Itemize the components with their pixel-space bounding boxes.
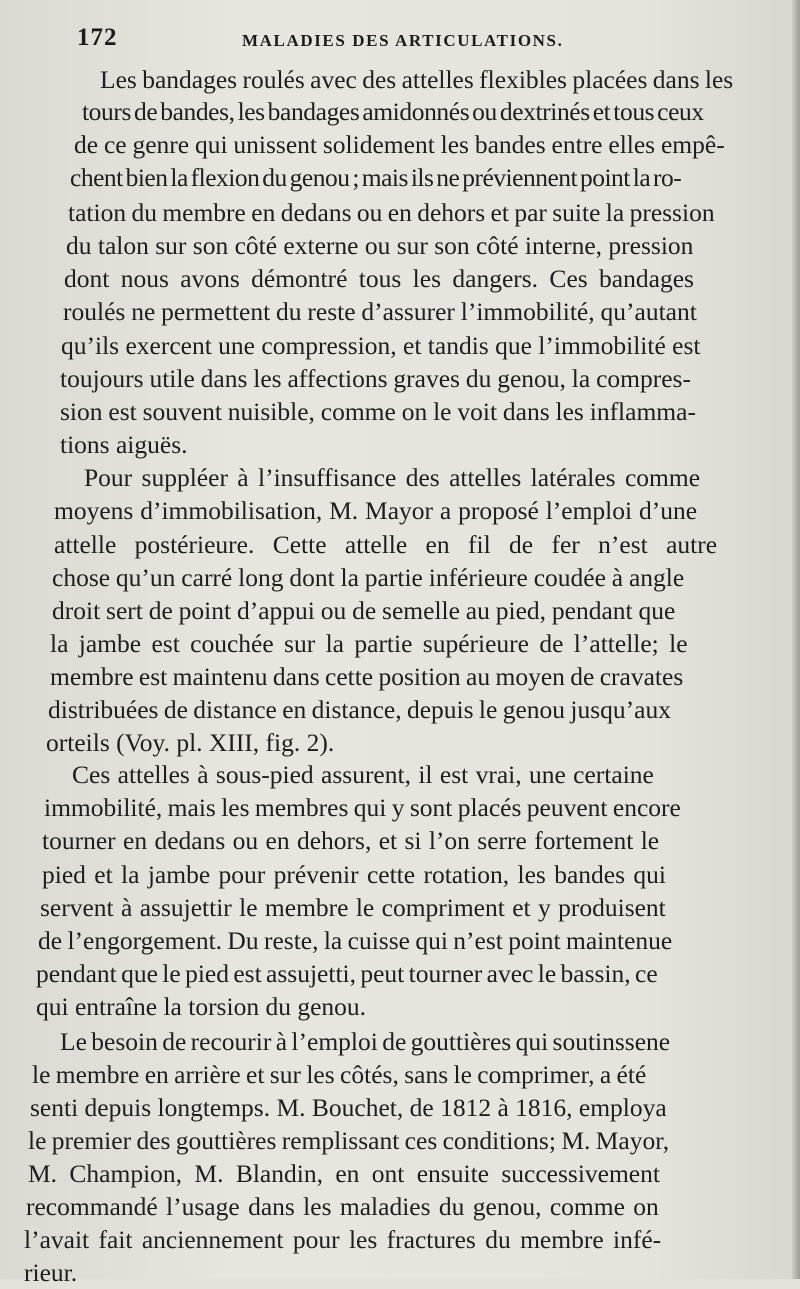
text-line: du talon sur son côté externe ou sur son côté interne, pression (66, 231, 694, 260)
text-line: de l’engorgement. Du reste, la cuisse qui n’est point maintenue (38, 926, 673, 955)
text-line: qu’ils exercent une compression, et tandis que l’immobilité est (61, 331, 701, 360)
text-line: M. Champion, M. Blandin, en ont ensuite successivement (28, 1159, 660, 1188)
text-line: sion est souvent nuisible, comme on le voit dans les inflamma- (60, 397, 696, 426)
text-line: chose qu’un carré long dont la partie inférieure coudée à angle (52, 563, 685, 592)
text-line: moyens d’immobilisation, M. Mayor a proposé l’emploi d’une (54, 496, 698, 525)
text-line: le premier des gouttières remplissant ces conditions; M. Mayor, (28, 1126, 670, 1155)
text-line: tourner en dedans ou en dehors, et si l’on serre fortement le (42, 826, 660, 855)
text-line: le membre en arrière et sur les côtés, sans le comprimer, a été (32, 1060, 647, 1089)
text-line: droit sert de point d’appui ou de semelle au pied, pendant que (52, 596, 676, 625)
text-line: tation du membre en dedans ou en dehors et par suite la pression (68, 198, 715, 227)
text-line: tions aiguës. (60, 430, 188, 459)
text-line: tours de bandes, les bandages amidonnés ou dextrinés et tous ceux (82, 97, 704, 126)
text-line: la jambe est couchée sur la partie supérieure de l’attelle; le (50, 629, 688, 658)
running-title: MALADIES DES ARTICULATIONS. (242, 31, 564, 50)
text-line: recommandé l’usage dans les maladies du genou, comme on (26, 1192, 659, 1221)
text-line: Le besoin de recourir à l’emploi de gouttières qui soutinssene (60, 1027, 671, 1056)
text-line: dont nous avons démontré tous les dangers. Ces bandages (64, 264, 694, 293)
text-line: attelle postérieure. Cette attelle en fil de fer n’est autre (54, 530, 718, 559)
text-line: pied et la jambe pour prévenir cette rotation, les bandes qui (42, 860, 666, 889)
text-line: membre est maintenu dans cette position au moyen de cravates (50, 662, 684, 691)
page-number: 172 (77, 24, 118, 51)
text-line: Les bandages roulés avec des attelles flexibles placées dans les (100, 65, 734, 94)
text-line: pendant que le pied est assujetti, peut tourner avec le bassin, ce (36, 959, 658, 988)
text-line: qui entraîne la torsion du genou. (36, 992, 367, 1021)
text-line: roulés ne permettent du reste d’assurer l’immobilité, qu’autant (63, 297, 697, 326)
text-line: toujours utile dans les affections graves du genou, la compres- (60, 364, 691, 393)
text-line: de ce genre qui unissent solidement les bandes entre elles empê- (74, 130, 725, 159)
text-line: Ces attelles à sous-pied assurent, il est vrai, une certaine (72, 760, 654, 789)
text-line: chent bien la flexion du genou ; mais ils ne préviennent point la ro- (70, 163, 682, 192)
text-line: immobilité, mais les membres qui y sont placés peuvent encore (44, 793, 681, 822)
text-line: senti depuis longtemps. M. Bouchet, de 1812 à 1816, employa (30, 1093, 667, 1122)
text-line: Pour suppléer à l’insuffisance des attelles latérales comme (84, 463, 701, 492)
text-line: l’avait fait anciennement pour les fractures du membre infé- (24, 1225, 662, 1254)
page-header (0, 24, 800, 60)
text-line: distribuées de distance en distance, depuis le genou jusqu’aux (48, 695, 671, 724)
text-line: rieur. (24, 1258, 78, 1287)
text-line: orteils (Voy. pl. XIII, fig. 2). (46, 728, 335, 757)
text-line: servent à assujettir le membre le compriment et y produisent (40, 893, 666, 922)
page-edge (792, 0, 800, 1279)
